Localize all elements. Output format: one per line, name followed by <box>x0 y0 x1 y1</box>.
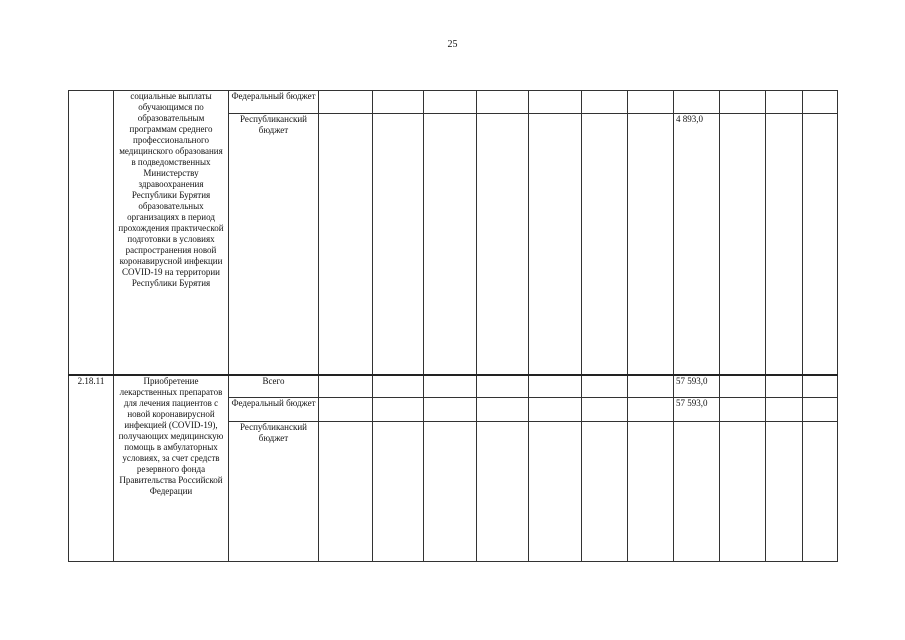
funding-source: Всего <box>229 375 319 398</box>
funding-source: Республиканский бюджет <box>229 114 319 375</box>
amount-cell <box>674 91 720 114</box>
table-row <box>69 91 838 114</box>
amount-cell: 57 593,0 <box>674 375 720 398</box>
amount-cell: 4 893,0 <box>674 114 720 375</box>
amount-cell: 57 593,0 <box>674 398 720 422</box>
funding-source: Федеральный бюджет <box>229 398 319 422</box>
measure-name: социальные выплаты обучающимся по образовательным программам среднего профессионального медицинского образования в подведомственных Министерству здравоохранения Республики Бурятия образовательных организациях в период прохождения практической подготовки в условиях распространения новой коронавирусной инфекции COVID-19 на территории Республики Бурятия <box>114 91 229 375</box>
table-row <box>69 375 838 398</box>
row-number: 2.18.11 <box>69 375 114 562</box>
budget-table <box>68 90 838 562</box>
page-number: 25 <box>447 39 458 50</box>
measure-name: Приобретение лекарственных препаратов для лечения пациентов с новой коронавирусной инфекцией (COVID-19), получающих медицинскую помощь в амбулаторных условиях, за счет средств резервного фонда Правительства Российской Федерации <box>114 375 229 562</box>
row-number <box>69 91 114 375</box>
amount-cell <box>674 422 720 562</box>
funding-source: Федеральный бюджет <box>229 91 319 114</box>
funding-source: Республиканский бюджет <box>229 422 319 562</box>
